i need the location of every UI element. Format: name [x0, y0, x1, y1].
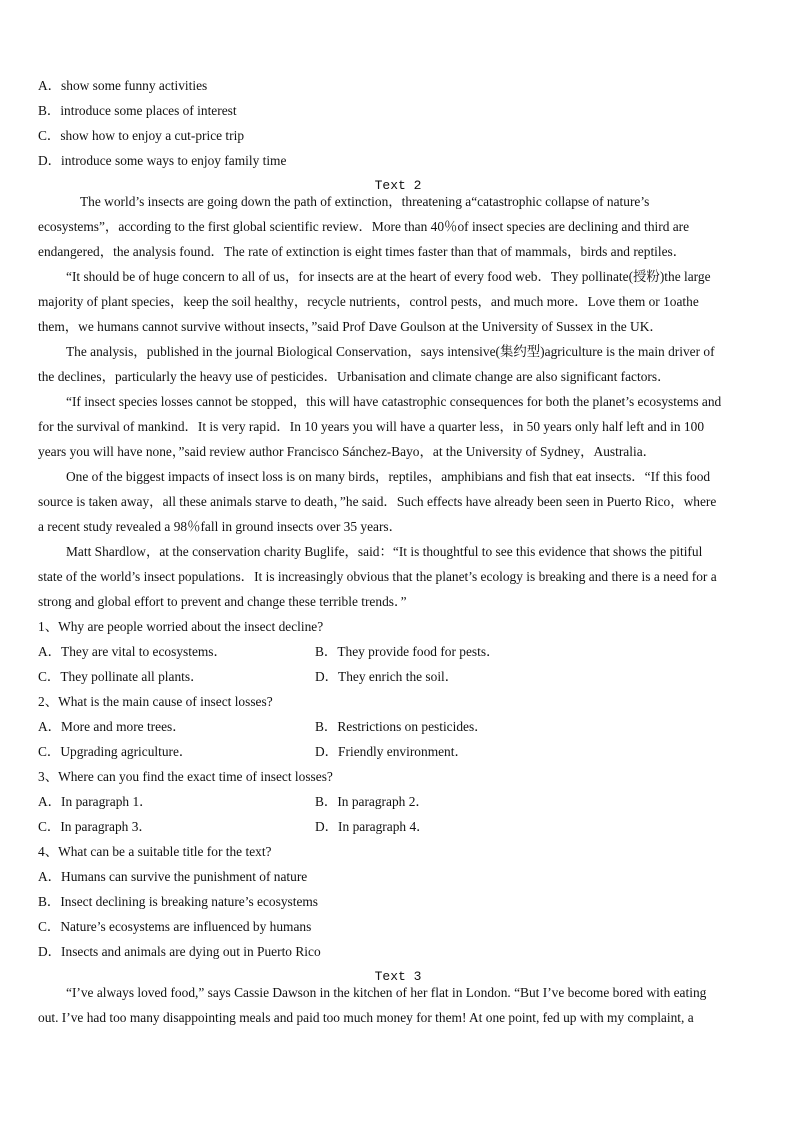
- answer-option: D．introduce some ways to enjoy family time: [38, 152, 287, 168]
- paragraph-line: One of the biggest impacts of insect loss is on many birds，reptiles，amphibians and fish that eat insects．“If this food: [66, 468, 711, 484]
- document-page: [38, 73, 758, 1030]
- answer-options-row: [38, 814, 758, 839]
- answer-option: B．In paragraph 2．: [315, 793, 429, 809]
- answer-options-row: [38, 664, 758, 689]
- answer-option: D．Friendly environment．: [315, 743, 468, 759]
- paragraph-line: “If insect species losses cannot be stopped，this will have catastrophic consequences for both the planet’s ecosystems and: [66, 393, 722, 409]
- answer-options-row: [38, 714, 758, 739]
- answer-option: A．They are vital to ecosystems．: [38, 643, 227, 659]
- paragraph-line: Matt Shardlow，at the conservation charity Buglife，said：“It is thoughtful to see this evidence that shows the pitiful: [66, 543, 703, 559]
- paragraph-line: a recent study revealed a 98％fall in ground insects over 35 years．: [38, 518, 403, 534]
- question: 1、Why are people worried about the insect decline?: [38, 618, 324, 634]
- paragraph-line: source is taken away，all these animals starve to death，”he said．Such effects have already been seen in Puerto Rico，where: [38, 493, 717, 509]
- answer-option: A．show some funny activities: [38, 77, 208, 93]
- paragraph-line: “It should be of huge concern to all of us，for insects are at the heart of every food web．They pollinate(授粉)the large: [66, 268, 711, 284]
- answer-option: B．Insect declining is breaking nature’s ecosystems: [38, 893, 319, 909]
- answer-option: A．In paragraph 1．: [38, 793, 153, 809]
- answer-option: C．Upgrading agriculture．: [38, 743, 193, 759]
- answer-option: D．They enrich the soil．: [315, 668, 459, 684]
- answer-option: D．Insects and animals are dying out in Puerto Rico: [38, 943, 321, 959]
- answer-option: A．More and more trees．: [38, 718, 186, 734]
- answer-option: A．Humans can survive the punishment of nature: [38, 868, 308, 884]
- paragraph-line: years you will have none，”said review author Francisco Sánchez-Bayo，at the University of Sydney，Australia．: [38, 443, 657, 459]
- answer-option: C．show how to enjoy a cut-price trip: [38, 127, 245, 143]
- answer-option: C．In paragraph 3．: [38, 818, 152, 834]
- question: 3、Where can you find the exact time of insect losses?: [38, 768, 333, 784]
- paragraph-line: strong and global effort to prevent and change these terrible trends．”: [38, 593, 407, 609]
- answer-options-row: [38, 639, 758, 664]
- paragraph-line: The world’s insects are going down the path of extinction，threatening a“catastrophic collapse of nature’s: [80, 193, 650, 209]
- question: 4、What can be a suitable title for the text?: [38, 843, 272, 859]
- paragraph-line: “I’ve always loved food,” says Cassie Dawson in the kitchen of her flat in London. “But I’ve become bored with eating: [66, 984, 707, 1000]
- answer-options-row: [38, 789, 758, 814]
- answer-option: D．In paragraph 4．: [315, 818, 430, 834]
- question: 2、What is the main cause of insect losses?: [38, 693, 273, 709]
- paragraph-line: endangered，the analysis found．The rate of extinction is eight times faster than that of mammals，birds and reptiles．: [38, 243, 687, 259]
- answer-options-row: [38, 739, 758, 764]
- paragraph-line: ecosystems”，according to the first global scientific review．More than 40％of insect species are declining and third are: [38, 218, 690, 234]
- paragraph-line: The analysis，published in the journal Biological Conservation，says intensive(集约型)agriculture is the main driver of: [66, 343, 715, 359]
- answer-option: C．Nature’s ecosystems are influenced by humans: [38, 918, 312, 934]
- answer-option: B．introduce some places of interest: [38, 102, 237, 118]
- answer-option: C．They pollinate all plants．: [38, 668, 204, 684]
- paragraph-line: them，we humans cannot survive without insects，”said Prof Dave Goulson at the University of Sussex in the UK．: [38, 318, 663, 334]
- answer-option: B．They provide food for pests．: [315, 643, 500, 659]
- paragraph-line: for the survival of mankind．It is very rapid．In 10 years you will have a quarter less，in 50 years only half left and in 100: [38, 418, 705, 434]
- paragraph-line: state of the world’s insect populations．It is increasingly obvious that the planet’s ecology is breaking and there is a need for a: [38, 568, 717, 584]
- paragraph-line: majority of plant species，keep the soil healthy，recycle nutrients，control pests，and much more．Love them or 1oathe: [38, 293, 699, 309]
- paragraph-line: the declines，particularly the heavy use of pesticides．Urbanisation and climate change are also significant factors．: [38, 368, 671, 384]
- paragraph-line: out. I’ve had too many disappointing meals and paid too much money for them! At one point, fed up with my complaint, a: [38, 1009, 694, 1025]
- section-heading: Text 2: [374, 177, 422, 193]
- answer-option: B．Restrictions on pesticides．: [315, 718, 488, 734]
- section-heading: Text 3: [374, 968, 422, 984]
